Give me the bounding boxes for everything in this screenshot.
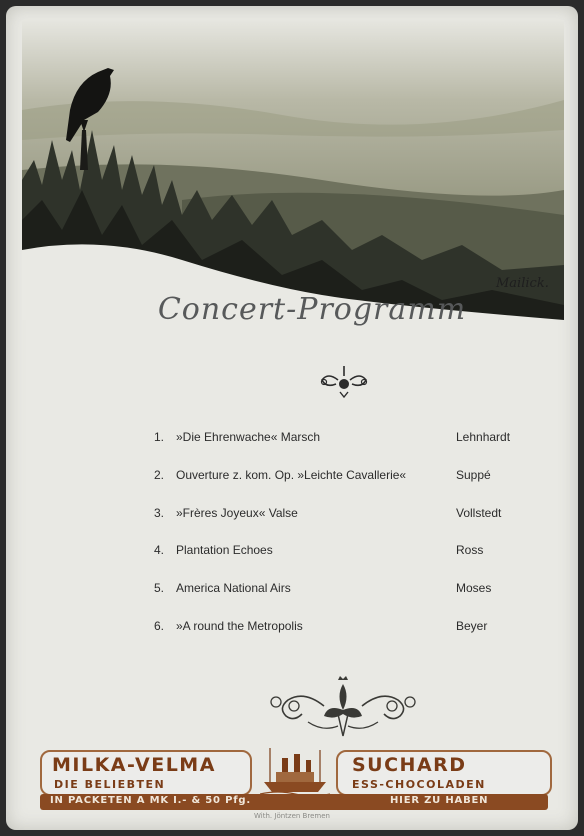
program-item [6, 468, 578, 488]
item-title: »A round the Metropolis [176, 619, 303, 633]
landscape-illustration [22, 20, 564, 320]
item-composer: Vollstedt [456, 506, 502, 520]
program-item [6, 430, 578, 450]
item-composer: Suppé [456, 468, 491, 482]
left-subline: DIE BELIEBTEN [54, 778, 166, 791]
item-composer: Moses [456, 581, 492, 595]
item-composer: Lehnhardt [456, 430, 511, 444]
price-banner [40, 794, 548, 810]
page-title: Concert-Programm [157, 292, 467, 327]
item-title: America National Airs [176, 581, 291, 595]
item-title: »Frères Joyeux« Valse [176, 506, 298, 520]
suchard-advertisement [40, 744, 548, 816]
item-title: Ouverture z. kom. Op. »Leichte Cavallerie« [176, 468, 407, 482]
right-brand: SUCHARD [352, 754, 467, 776]
right-subline: ESS-CHOCOLADEN [352, 778, 486, 791]
item-number: 1. [154, 430, 165, 444]
program-item [6, 619, 578, 639]
item-number: 2. [154, 468, 165, 482]
floral-ornament-icon [316, 362, 372, 398]
item-title: »Die Ehrenwache« Marsch [176, 430, 321, 444]
left-brand: MILKA-VELMA [52, 754, 216, 776]
program-item [6, 543, 578, 563]
item-composer: Beyer [456, 619, 488, 633]
program-item [6, 506, 578, 526]
fleur-de-lis-crest-icon [268, 676, 418, 742]
program-card [6, 6, 578, 830]
program-item [6, 581, 578, 601]
artist-signature: Mailick. [496, 276, 549, 291]
item-title: Plantation Echoes [176, 543, 273, 557]
item-number: 5. [154, 581, 165, 595]
item-number: 4. [154, 543, 165, 557]
left-ad-panel [40, 750, 252, 796]
item-number: 6. [154, 619, 165, 633]
item-number: 3. [154, 506, 165, 520]
banner-price-text: IN PACKETEN A MK I.- & 50 Pfg. [50, 795, 251, 806]
printer-credit: With. Jöntzen Bremen [254, 812, 330, 820]
banner-availability-text: HIER ZU HABEN [390, 795, 489, 806]
steamship-icon [260, 744, 330, 796]
right-ad-panel [336, 750, 552, 796]
item-composer: Ross [456, 543, 484, 557]
